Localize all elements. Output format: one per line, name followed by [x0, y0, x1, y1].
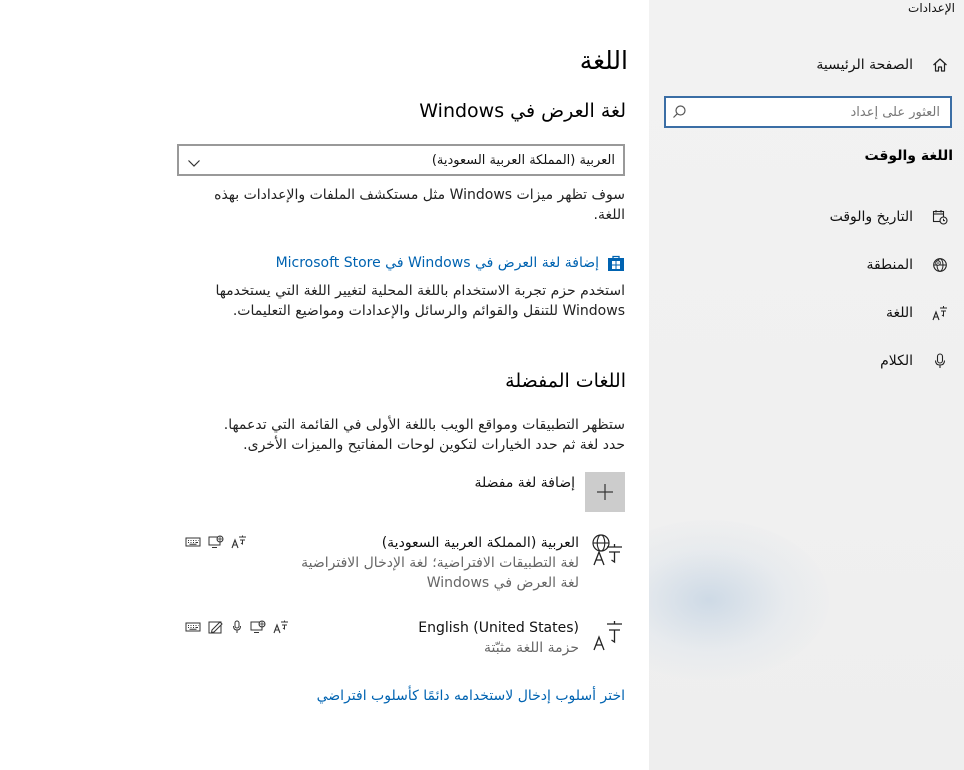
nav-item-speech[interactable]: [880, 348, 954, 374]
nav-item-label: المنطقة: [866, 257, 913, 273]
language-item-english[interactable]: [185, 618, 625, 658]
language-name: English (United States): [418, 620, 579, 636]
language-status: حزمة اللغة مثبّتة: [483, 640, 579, 656]
nav-home-label: الصفحة الرئيسية: [816, 57, 913, 73]
language-status: لغة العرض في Windows: [426, 575, 579, 591]
description-line: سوف تظهر ميزات Windows مثل مستكشف الملفات والإعدادات بهذه: [214, 187, 625, 203]
microphone-icon: [926, 353, 954, 369]
nav-item-label: اللغة: [885, 305, 913, 321]
calendar-clock-icon: [926, 209, 954, 225]
nav-section-title: اللغة والوقت: [864, 148, 953, 164]
language-icon: [926, 305, 954, 321]
add-language-button[interactable]: [474, 472, 625, 512]
search-icon[interactable]: [672, 104, 687, 123]
description-line: اللغة.: [593, 207, 625, 223]
page-title: اللغة: [579, 46, 628, 75]
language-text: [418, 618, 579, 658]
display-language-icon: [591, 533, 625, 571]
window-title: الإعدادات: [908, 1, 955, 15]
nav-item-label: التاريخ والوقت: [829, 209, 913, 225]
store-description: [215, 281, 625, 321]
language-features: [185, 535, 247, 549]
language-item-arabic[interactable]: [185, 533, 625, 593]
default-input-method-link[interactable]: اختر أسلوب إدخال لاستخدامه دائمًا كأسلوب افتراضي: [316, 688, 625, 704]
nav-item-language[interactable]: [886, 300, 954, 326]
search-box[interactable]: [664, 96, 952, 128]
display-language-select[interactable]: [177, 144, 625, 176]
description-line: حدد لغة ثم حدد الخيارات لتكوين لوحات المفاتيح والميزات الأخرى.: [243, 437, 625, 453]
store-link-label: إضافة لغة العرض في Windows في Microsoft Store: [275, 255, 599, 271]
search-input[interactable]: [690, 98, 950, 126]
background-glow: [649, 520, 829, 680]
nav-item-date-time[interactable]: [830, 204, 954, 230]
description-line: Windows للتنقل والقوائم والرسائل والإعدادات ومواضيع التعليمات.: [232, 303, 625, 319]
nav-home[interactable]: [816, 53, 954, 77]
home-icon: [926, 57, 954, 73]
language-status: لغة التطبيقات الافتراضية؛ لغة الإدخال الافتراضية: [301, 555, 579, 571]
display-icon: [208, 535, 224, 549]
nav-item-label: الكلام: [880, 353, 913, 369]
language-features: [185, 620, 289, 634]
language-name: العربية (المملكة العربية السعودية): [381, 535, 579, 551]
description-line: ستظهر التطبيقات ومواقع الويب باللغة الأولى في القائمة التي تدعمها.: [223, 417, 625, 433]
speech-icon: [231, 620, 243, 634]
chevron-down-icon: [187, 153, 201, 172]
navigation-pane: [649, 0, 964, 770]
globe-region-icon: [926, 257, 954, 273]
plus-icon: [585, 472, 625, 512]
add-language-label: إضافة لغة مفضلة: [474, 475, 575, 491]
nav-item-region[interactable]: [866, 252, 954, 278]
display-icon: [250, 620, 266, 634]
keyboard-icon: [185, 620, 201, 634]
preferred-description: [224, 415, 625, 455]
display-language-heading: لغة العرض في Windows: [419, 100, 626, 122]
handwriting-icon: [208, 620, 224, 634]
text-to-speech-icon: [273, 620, 289, 634]
store-icon: [607, 254, 625, 272]
language-pack-icon: [591, 618, 625, 656]
store-link[interactable]: [276, 253, 625, 273]
language-text: [301, 533, 579, 593]
display-language-description: [214, 185, 625, 225]
preferred-languages-heading: اللغات المفضلة: [505, 370, 626, 392]
display-language-value: العربية (المملكة العربية السعودية): [431, 152, 615, 168]
description-line: استخدم حزم تجربة الاستخدام باللغة المحلية لتغيير اللغة التي يستخدمها: [215, 283, 625, 299]
keyboard-icon: [185, 535, 201, 549]
text-to-speech-icon: [231, 535, 247, 549]
